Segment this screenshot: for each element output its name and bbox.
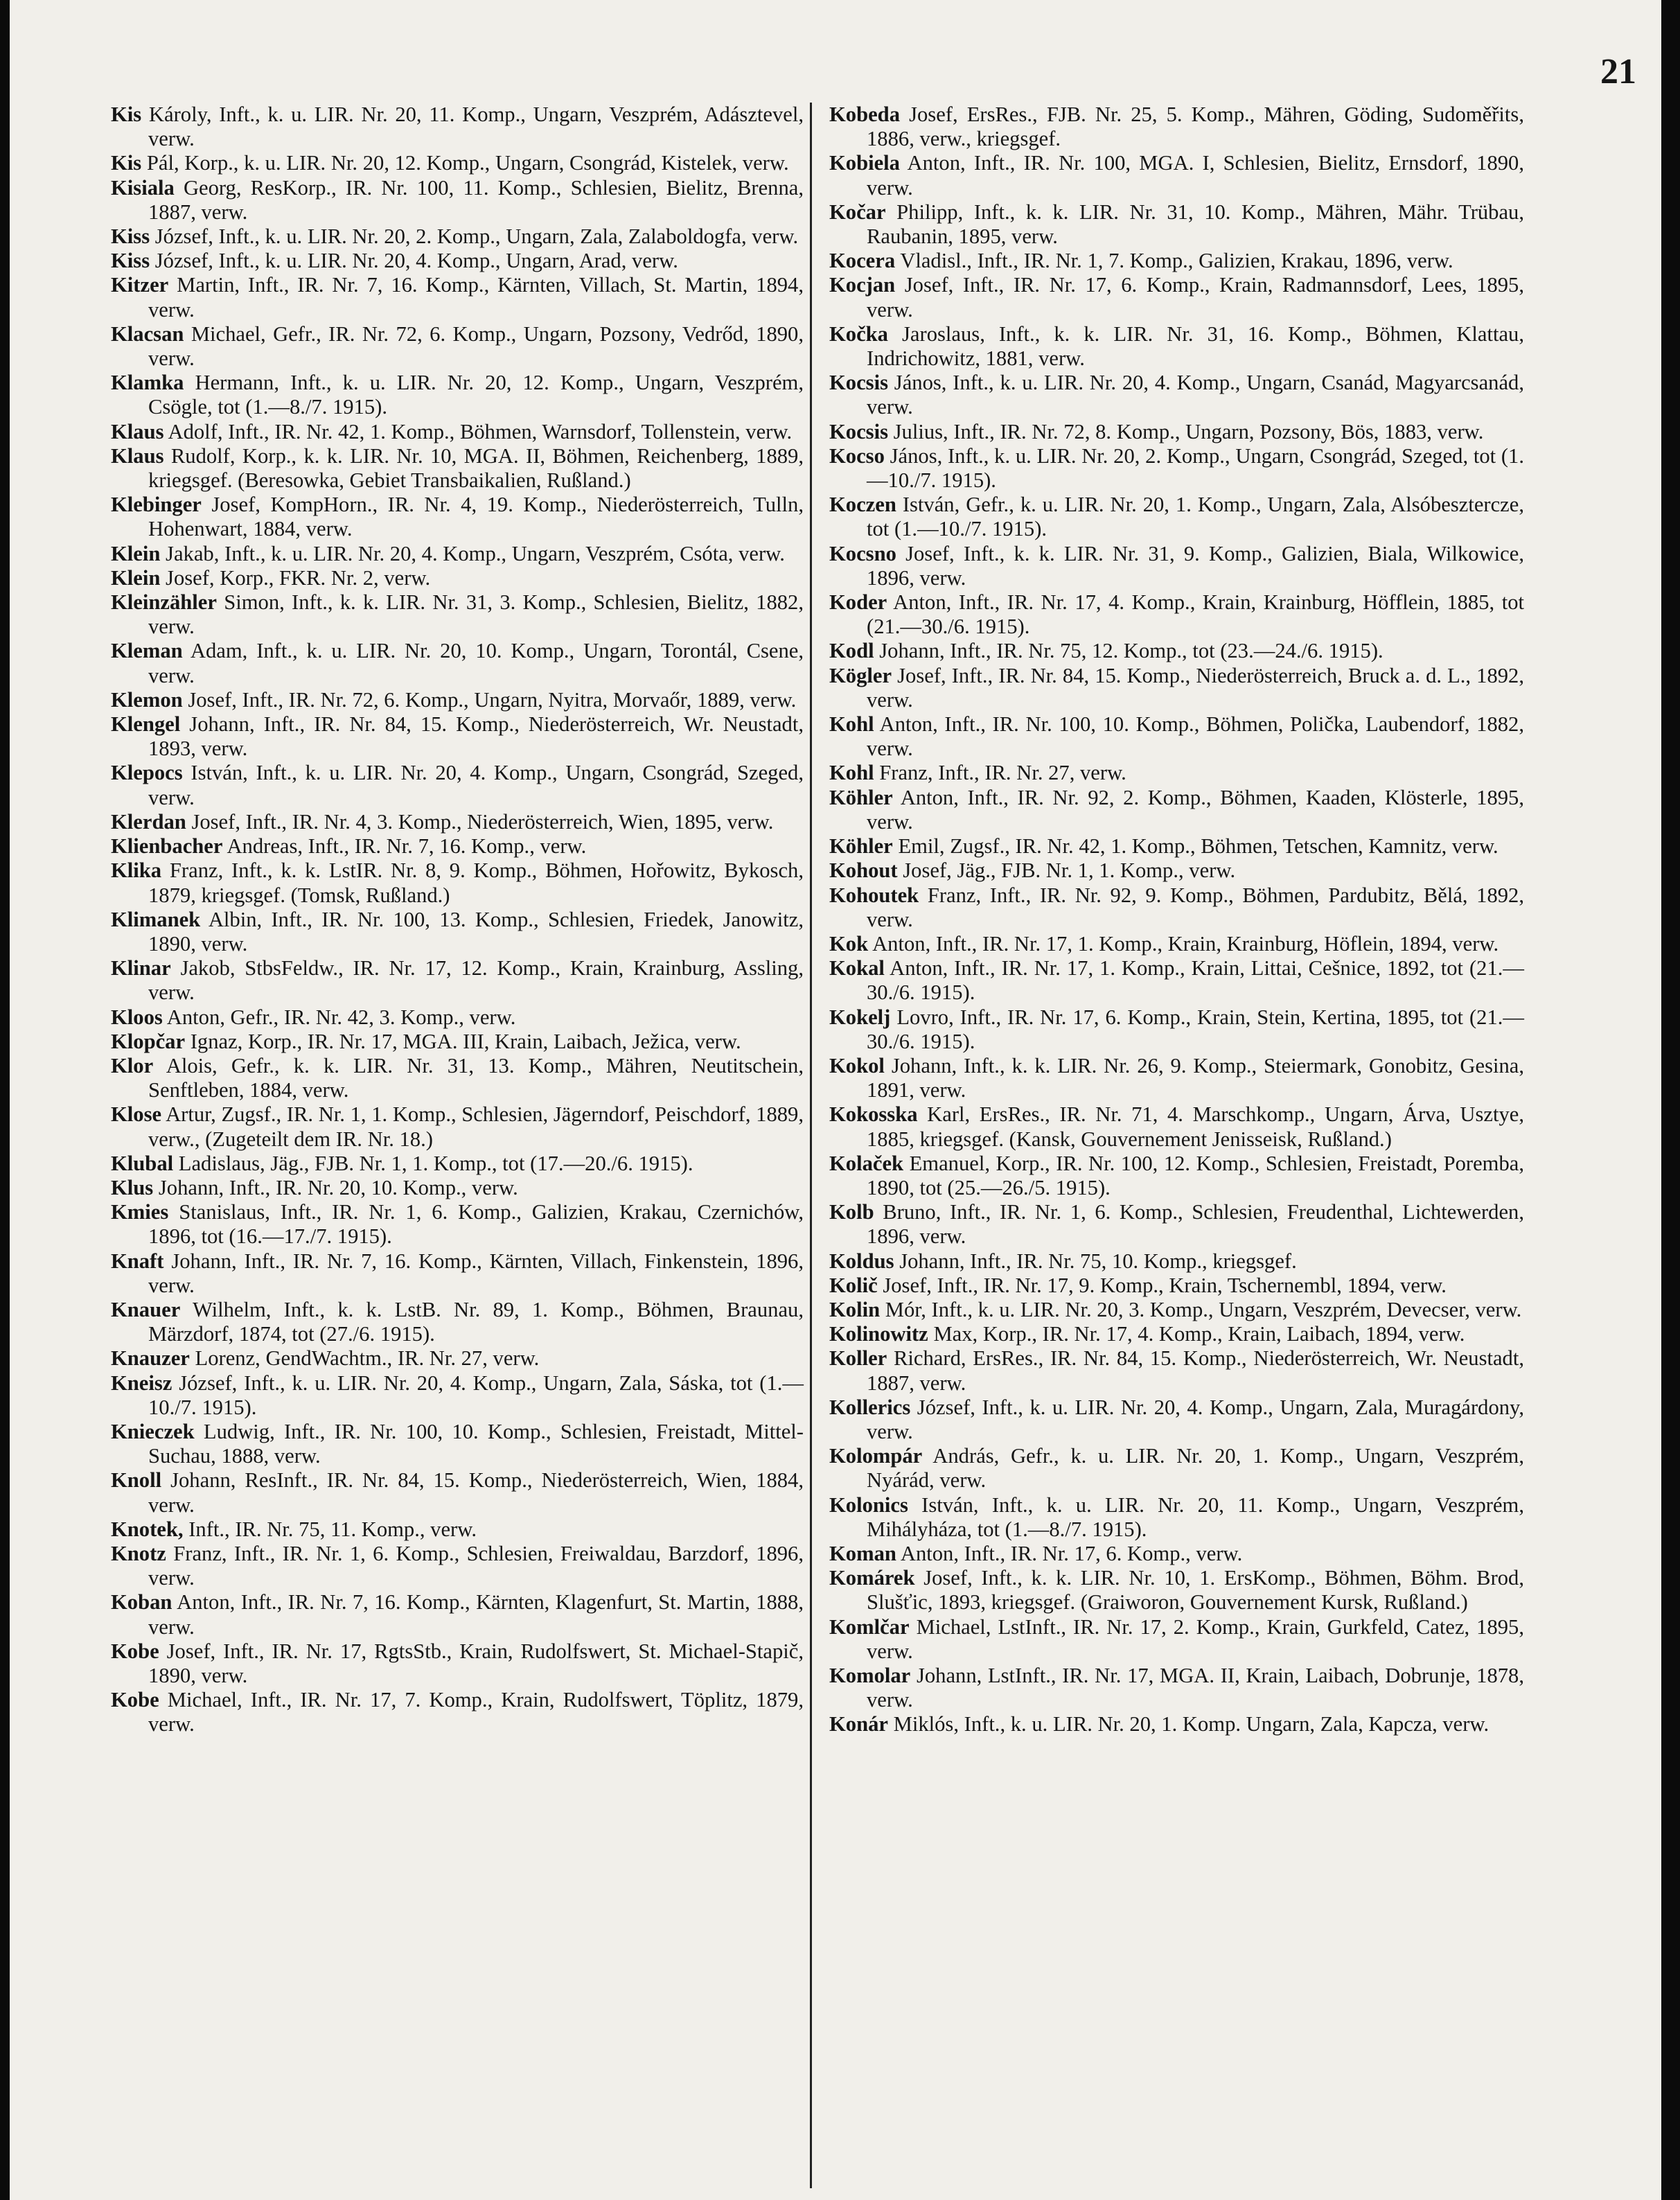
entry-surname: Klienbacher — [111, 834, 223, 859]
entry-surname: Klaus — [111, 443, 164, 468]
entry-surname: Kmies — [111, 1200, 169, 1224]
register-entry — [111, 1030, 804, 1054]
entry-details: József, Inft., k. u. LIR. Nr. 20, 2. Komp., Ungarn, Zala, Zalaboldogfa, verw. — [154, 225, 799, 249]
register-entry — [111, 1371, 804, 1420]
entry-surname: Klopčar — [111, 1029, 186, 1053]
register-entry — [111, 1468, 804, 1517]
entry-details: Ignaz, Korp., IR. Nr. 17, MGA. III, Krain, Laibach, Ježica, verw. — [190, 1029, 741, 1053]
entry-surname: Kitzer — [111, 273, 169, 297]
register-entry — [829, 371, 1524, 419]
register-entry — [829, 1444, 1524, 1493]
entry-surname: Kodl — [829, 639, 874, 663]
entry-surname: Koder — [829, 590, 887, 615]
entry-details: Johann, Inft., IR. Nr. 7, 16. Komp., Kärnten, Villach, Finkenstein, 1896, verw. — [148, 1249, 804, 1297]
register-entry — [829, 883, 1524, 932]
entry-surname: Kocso — [829, 443, 885, 468]
register-entry — [111, 273, 804, 322]
register-entry — [111, 225, 804, 249]
entry-details: József, Inft., k. u. LIR. Nr. 20, 4. Komp., Ungarn, Zala, Sáska, tot (1.—10./7. 1915). — [148, 1371, 804, 1419]
register-entry — [111, 1639, 804, 1688]
entry-details: Ludwig, Inft., IR. Nr. 100, 10. Komp., Schlesien, Freistadt, Mittel-Suchau, 1888, verw. — [148, 1419, 804, 1468]
register-entry — [111, 834, 804, 859]
register-entry — [829, 1054, 1524, 1102]
register-entry — [829, 322, 1524, 371]
entry-surname: Kis — [111, 103, 142, 126]
register-entry — [111, 1152, 804, 1176]
entry-surname: Kolin — [829, 1297, 881, 1321]
entry-details: Lovro, Inft., IR. Nr. 17, 6. Komp., Krain, Stein, Kertina, 1895, tot (21.—30./6. 1915). — [867, 1005, 1524, 1053]
entry-surname: Kloos — [111, 1005, 163, 1029]
entry-details: Anton, Inft., IR. Nr. 17, 1. Komp., Krain, Littai, Cešnice, 1892, tot (21.—30./6. 1915). — [867, 956, 1524, 1005]
register-entry — [829, 420, 1524, 444]
entry-surname: Knauer — [111, 1297, 181, 1321]
entry-details: Rudolf, Korp., k. k. LIR. Nr. 10, MGA. II, Böhmen, Reichenberg, 1889, kriegsgef. (Beresowka, Gebiet Transbaikalien, Rußland.) — [148, 443, 804, 493]
entry-surname: Klaus — [111, 419, 164, 443]
register-entry — [111, 176, 804, 225]
entry-details: János, Inft., k. u. LIR. Nr. 20, 4. Komp., Ungarn, Csanád, Magyarcsanád, verw. — [867, 371, 1524, 419]
entry-surname: Kollerics — [829, 1395, 911, 1419]
entry-details: Johann, Inft., k. k. LIR. Nr. 26, 9. Komp., Steiermark, Gonobitz, Gesina, 1891, verw. — [867, 1053, 1525, 1102]
register-entry — [111, 103, 804, 151]
entry-details: Georg, ResKorp., IR. Nr. 100, 11. Komp., Schlesien, Bielitz, Brenna, 1887, verw. — [148, 175, 804, 224]
entry-surname: Kneisz — [111, 1371, 173, 1395]
register-entry — [829, 956, 1524, 1005]
entry-details: Franz, Inft., k. k. LstIR. Nr. 8, 9. Komp., Böhmen, Hořowitz, Bykosch, 1879, kriegsgef. (Tomsk, Rußland.) — [148, 859, 804, 907]
right-column — [829, 103, 1524, 1737]
register-entry — [829, 249, 1524, 273]
register-entry — [829, 273, 1524, 322]
entry-details: Michael, Inft., IR. Nr. 17, 7. Komp., Krain, Rudolfswert, Töplitz, 1879, verw. — [148, 1688, 804, 1736]
entry-surname: Klacsan — [111, 322, 184, 346]
entry-details: Anton, Inft., IR. Nr. 17, 1. Komp., Krain, Krainburg, Höflein, 1894, verw. — [872, 931, 1499, 956]
entry-details: Ladislaus, Jäg., FJB. Nr. 1, 1. Komp., tot (17.—20./6. 1915). — [178, 1151, 693, 1175]
entry-surname: Kocjan — [829, 273, 896, 297]
entry-surname: Kocera — [829, 249, 896, 273]
entry-surname: Klose — [111, 1102, 162, 1127]
entry-surname: Klemon — [111, 687, 183, 712]
register-entry — [829, 590, 1524, 639]
entry-details: Johann, LstInft., IR. Nr. 17, MGA. II, Krain, Laibach, Dobrunje, 1878, verw. — [867, 1664, 1524, 1712]
register-entry — [829, 1396, 1524, 1444]
entry-details: Hermann, Inft., k. u. LIR. Nr. 20, 12. Komp., Ungarn, Veszprém, Csögle, tot (1.—8./7. 1915). — [148, 371, 804, 419]
entry-surname: Knotz — [111, 1541, 166, 1565]
register-entry — [829, 932, 1524, 956]
entry-surname: Knotek, — [111, 1517, 184, 1541]
entry-details: Károly, Inft., k. u. LIR. Nr. 20, 11. Komp., Ungarn, Veszprém, Adásztevel, verw. — [148, 103, 804, 151]
register-entry — [111, 1590, 804, 1639]
register-entry — [111, 542, 804, 566]
entry-surname: Kolb — [829, 1200, 874, 1224]
register-entry — [111, 1688, 804, 1736]
entry-details: Josef, ErsRes., FJB. Nr. 25, 5. Komp., Mähren, Göding, Sudoměřits, 1886, verw., kriegsgef. — [867, 103, 1524, 151]
register-entry — [111, 908, 804, 956]
register-entry — [829, 493, 1524, 541]
entry-surname: Klein — [111, 565, 161, 590]
register-entry — [111, 1200, 804, 1249]
register-entry — [111, 1298, 804, 1346]
entry-surname: Komlčar — [829, 1614, 910, 1639]
entry-surname: Kohout — [829, 859, 898, 883]
register-entry — [111, 810, 804, 834]
register-entry — [829, 712, 1524, 761]
register-entry — [829, 1200, 1524, 1249]
entry-details: Lorenz, GendWachtm., IR. Nr. 27, verw. — [195, 1346, 540, 1371]
entry-details: Franz, Inft., IR. Nr. 27, verw. — [879, 761, 1126, 785]
entry-details: Emil, Zugsf., IR. Nr. 42, 1. Komp., Böhmen, Tetschen, Kamnitz, verw. — [898, 834, 1498, 859]
register-entry — [111, 1542, 804, 1590]
register-entry — [829, 1322, 1524, 1346]
entry-details: Julius, Inft., IR. Nr. 72, 8. Komp., Ungarn, Pozsony, Bös, 1883, verw. — [893, 419, 1484, 443]
register-entry — [111, 566, 804, 590]
register-entry — [829, 786, 1524, 834]
register-entry — [829, 1152, 1524, 1200]
register-entry — [111, 1005, 804, 1030]
entry-surname: Kobeda — [829, 103, 900, 126]
entry-details: Anton, Inft., IR. Nr. 92, 2. Komp., Böhmen, Kaaden, Klösterle, 1895, verw. — [867, 785, 1524, 834]
entry-details: István, Gefr., k. u. LIR. Nr. 20, 1. Komp., Ungarn, Zala, Alsóbesztercze, tot (1.—10./7. 1915). — [867, 493, 1524, 541]
entry-surname: Kocsno — [829, 541, 896, 565]
entry-surname: Knoll — [111, 1468, 162, 1493]
entry-surname: Kok — [829, 931, 869, 956]
entry-details: Martin, Inft., IR. Nr. 7, 16. Komp., Kärnten, Villach, St. Martin, 1894, verw. — [148, 273, 804, 322]
entry-details: András, Gefr., k. u. LIR. Nr. 20, 1. Komp., Ungarn, Veszprém, Nyárád, verw. — [867, 1444, 1524, 1493]
entry-details: Alois, Gefr., k. k. LIR. Nr. 31, 13. Komp., Mähren, Neutitschein, Senftleben, 1884, verw. — [148, 1053, 804, 1102]
entry-details: Anton, Inft., IR. Nr. 17, 4. Komp., Krain, Krainburg, Höfflein, 1885, tot (21.—30./6. 1915). — [867, 590, 1524, 639]
entry-surname: Klepocs — [111, 761, 183, 785]
register-entry — [111, 761, 804, 809]
entry-surname: Kočka — [829, 322, 888, 346]
entry-details: Vladisl., Inft., IR. Nr. 1, 7. Komp., Galizien, Krakau, 1896, verw. — [900, 249, 1453, 273]
entry-details: Mór, Inft., k. u. LIR. Nr. 20, 3. Komp., Ungarn, Veszprém, Devecser, verw. — [885, 1297, 1522, 1321]
entry-surname: Količ — [829, 1273, 878, 1297]
register-entry — [829, 1298, 1524, 1322]
entry-surname: Kokol — [829, 1053, 885, 1077]
entry-details: Johann, Inft., IR. Nr. 84, 15. Komp., Niederösterreich, Wr. Neustadt, 1893, verw. — [148, 712, 804, 761]
entry-details: Jaroslaus, Inft., k. k. LIR. Nr. 31, 16. Komp., Böhmen, Klattau, Indrichowitz, 1881, verw. — [867, 322, 1525, 371]
register-entry — [829, 761, 1524, 785]
entry-surname: Kocsis — [829, 371, 888, 395]
entry-surname: Klein — [111, 541, 161, 565]
entry-details: István, Inft., k. u. LIR. Nr. 20, 4. Komp., Ungarn, Csongrád, Szeged, verw. — [148, 761, 804, 809]
entry-details: Anton, Inft., IR. Nr. 100, 10. Komp., Böhmen, Polička, Laubendorf, 1882, verw. — [867, 712, 1524, 761]
entry-details: Michael, LstInft., IR. Nr. 17, 2. Komp., Krain, Gurkfeld, Catez, 1895, verw. — [867, 1614, 1525, 1663]
entry-details: Adam, Inft., k. u. LIR. Nr. 20, 10. Komp., Ungarn, Torontál, Csene, verw. — [148, 639, 804, 687]
entry-details: Andreas, Inft., IR. Nr. 7, 16. Komp., verw. — [227, 834, 587, 859]
entry-details: Pál, Korp., k. u. LIR. Nr. 20, 12. Komp., Ungarn, Csongrád, Kistelek, verw. — [146, 151, 789, 175]
register-entry — [111, 1346, 804, 1371]
entry-surname: Kokal — [829, 956, 885, 980]
entry-surname: Kobe — [111, 1688, 159, 1712]
entry-details: Josef, Inft., IR. Nr. 17, 9. Komp., Krain, Tschernembl, 1894, verw. — [883, 1273, 1447, 1297]
entry-surname: Kisiala — [111, 175, 175, 200]
entry-details: Franz, Inft., IR. Nr. 1, 6. Komp., Schlesien, Freiwaldau, Barzdorf, 1896, verw. — [148, 1541, 804, 1590]
entry-details: Josef, Inft., IR. Nr. 72, 6. Komp., Ungarn, Nyitra, Morvaőr, 1889, verw. — [188, 687, 797, 712]
register-entry — [111, 420, 804, 444]
register-page — [10, 0, 1661, 2200]
entry-surname: Klor — [111, 1053, 154, 1077]
entry-surname: Knieczek — [111, 1419, 195, 1443]
entry-surname: Kolaček — [829, 1151, 904, 1175]
register-entry — [111, 956, 804, 1005]
entry-surname: Klus — [111, 1175, 154, 1199]
page-number: 21 — [1600, 52, 1636, 91]
entry-surname: Klengel — [111, 712, 181, 737]
entry-details: Anton, Gefr., IR. Nr. 42, 3. Komp., verw. — [166, 1005, 516, 1029]
entry-details: József, Inft., k. u. LIR. Nr. 20, 4. Komp., Ungarn, Arad, verw. — [154, 249, 678, 273]
entry-surname: Koczen — [829, 493, 896, 517]
column-divider — [810, 103, 812, 2188]
entry-surname: Köhler — [829, 785, 893, 809]
entry-surname: Koman — [829, 1541, 896, 1565]
entry-surname: Kolonics — [829, 1493, 908, 1517]
entry-surname: Kocsis — [829, 419, 888, 443]
entry-surname: Kobe — [111, 1639, 159, 1663]
entry-surname: Kohl — [829, 761, 874, 785]
entry-surname: Kokelj — [829, 1005, 891, 1029]
register-entry — [111, 249, 804, 273]
entry-details: Josef, Inft., k. k. LIR. Nr. 31, 9. Komp., Galizien, Biala, Wilkowice, 1896, verw. — [867, 541, 1524, 590]
entry-details: Johann, Inft., IR. Nr. 75, 10. Komp., kriegsgef. — [899, 1249, 1297, 1273]
entry-details: Anton, Inft., IR. Nr. 17, 6. Komp., verw. — [900, 1541, 1243, 1565]
entry-details: Michael, Gefr., IR. Nr. 72, 6. Komp., Ungarn, Pozsony, Vedrőd, 1890, verw. — [148, 322, 804, 371]
entry-details: Albin, Inft., IR. Nr. 100, 13. Komp., Schlesien, Friedek, Janowitz, 1890, verw. — [148, 907, 804, 956]
register-entry — [829, 1712, 1524, 1736]
entry-details: Johann, ResInft., IR. Nr. 84, 15. Komp., Niederösterreich, Wien, 1884, verw. — [148, 1468, 804, 1517]
entry-surname: Komárek — [829, 1566, 915, 1590]
register-entry — [829, 1664, 1524, 1712]
entry-surname: Knaft — [111, 1249, 164, 1273]
entry-details: Johann, Inft., IR. Nr. 75, 12. Komp., tot (23.—24./6. 1915). — [879, 639, 1383, 663]
entry-details: Emanuel, Korp., IR. Nr. 100, 12. Komp., Schlesien, Freistadt, Poremba, 1890, tot (25.—26./5. 1915). — [867, 1151, 1524, 1199]
entry-surname: Kiss — [111, 249, 150, 273]
register-entry — [829, 542, 1524, 590]
entry-surname: Kohl — [829, 712, 874, 737]
entry-details: Inft., IR. Nr. 75, 11. Komp., verw. — [188, 1517, 477, 1541]
entry-details: József, Inft., k. u. LIR. Nr. 20, 4. Komp., Ungarn, Zala, Muragárdony, verw. — [867, 1395, 1524, 1443]
register-entry — [111, 639, 804, 687]
register-entry — [111, 1054, 804, 1102]
entry-details: Johann, Inft., IR. Nr. 20, 10. Komp., verw. — [158, 1175, 518, 1199]
entry-details: Miklós, Inft., k. u. LIR. Nr. 20, 1. Komp. Ungarn, Zala, Kapcza, verw. — [893, 1712, 1489, 1736]
register-entry — [829, 444, 1524, 493]
entry-details: Anton, Inft., IR. Nr. 7, 16. Komp., Kärnten, Klagenfurt, St. Martin, 1888, verw. — [148, 1590, 804, 1639]
register-entry — [111, 590, 804, 639]
register-entry — [111, 688, 804, 712]
register-entry — [829, 103, 1524, 151]
entry-details: Josef, Inft., IR. Nr. 17, 6. Komp., Krain, Radmannsdorf, Lees, 1895, verw. — [867, 273, 1525, 322]
register-entry — [111, 371, 804, 419]
entry-surname: Kobiela — [829, 151, 900, 175]
entry-surname: Knauzer — [111, 1346, 190, 1371]
register-entry — [829, 1274, 1524, 1298]
entry-details: Simon, Inft., k. k. LIR. Nr. 31, 3. Komp., Schlesien, Bielitz, 1882, verw. — [148, 590, 804, 639]
entry-surname: Kočar — [829, 200, 886, 224]
register-entry — [111, 1176, 804, 1200]
entry-details: Stanislaus, Inft., IR. Nr. 1, 6. Komp., Galizien, Krakau, Czernichów, 1896, tot (16.—17./7. 1915). — [148, 1200, 804, 1249]
entry-surname: Kis — [111, 151, 142, 175]
entry-details: Philipp, Inft., k. k. LIR. Nr. 31, 10. Komp., Mähren, Mähr. Trübau, Raubanin, 1895, verw. — [867, 200, 1524, 249]
entry-surname: Koban — [111, 1590, 173, 1614]
entry-surname: Klika — [111, 859, 162, 883]
register-entry — [111, 444, 804, 493]
register-entry — [111, 712, 804, 761]
entry-details: Max, Korp., IR. Nr. 17, 4. Komp., Krain, Laibach, 1894, verw. — [933, 1322, 1465, 1346]
entry-surname: Kolompár — [829, 1444, 923, 1468]
entry-surname: Kiss — [111, 225, 150, 249]
register-entry — [829, 1249, 1524, 1274]
entry-surname: Koldus — [829, 1249, 894, 1273]
entry-surname: Klebinger — [111, 493, 202, 517]
entry-details: Josef, Inft., IR. Nr. 84, 15. Komp., Niederösterreich, Bruck a. d. L., 1892, verw. — [867, 663, 1524, 712]
register-entry — [111, 859, 804, 907]
entry-details: Josef, Inft., k. k. LIR. Nr. 10, 1. ErsKomp., Böhmen, Böhm. Brod, Slušťic, 1893, kriegsgef. (Graiworon, Gouvernement Kursk, Rußland.) — [867, 1566, 1525, 1614]
entry-details: Franz, Inft., IR. Nr. 92, 9. Komp., Böhmen, Pardubitz, Bělá, 1892, verw. — [867, 883, 1524, 931]
entry-surname: Klamka — [111, 371, 184, 395]
entry-details: Adolf, Inft., IR. Nr. 42, 1. Komp., Böhmen, Warnsdorf, Tollenstein, verw. — [168, 419, 793, 443]
entry-surname: Klimanek — [111, 907, 201, 931]
entry-surname: Kögler — [829, 663, 892, 687]
register-entry — [829, 1615, 1524, 1664]
entry-details: Anton, Inft., IR. Nr. 100, MGA. I, Schlesien, Bielitz, Ernsdorf, 1890, verw. — [867, 151, 1524, 200]
register-entry — [111, 493, 804, 541]
register-entry — [829, 151, 1524, 200]
register-entry — [111, 1102, 804, 1151]
register-entry — [829, 200, 1524, 249]
register-entry — [829, 639, 1524, 663]
entry-surname: Kleman — [111, 639, 183, 663]
entry-details: Josef, Jäg., FJB. Nr. 1, 1. Komp., verw. — [903, 859, 1236, 883]
entry-details: Josef, Inft., IR. Nr. 17, RgtsStb., Krain, Rudolfswert, St. Michael-Stapič, 1890, verw. — [148, 1639, 804, 1687]
entry-details: Karl, ErsRes., IR. Nr. 71, 4. Marschkomp., Ungarn, Árva, Usztye, 1885, kriegsgef. (Kansk, Gouvernement Jenisseisk, Rußland.) — [867, 1102, 1525, 1151]
entry-details: Josef, Korp., FKR. Nr. 2, verw. — [166, 565, 431, 590]
entry-details: Bruno, Inft., IR. Nr. 1, 6. Komp., Schlesien, Freudenthal, Lichtewerden, 1896, verw. — [867, 1200, 1525, 1249]
register-entry — [829, 1102, 1524, 1151]
entry-surname: Konár — [829, 1712, 888, 1736]
entry-surname: Kohoutek — [829, 883, 919, 907]
entry-surname: Köhler — [829, 834, 893, 859]
entry-details: Josef, Inft., IR. Nr. 4, 3. Komp., Niederösterreich, Wien, 1895, verw. — [191, 809, 774, 834]
register-entry — [111, 322, 804, 371]
entry-details: Wilhelm, Inft., k. k. LstB. Nr. 89, 1. Komp., Böhmen, Braunau, Märzdorf, 1874, tot (27./6. 1915). — [148, 1297, 804, 1346]
entry-details: Jakab, Inft., k. u. LIR. Nr. 20, 4. Komp., Ungarn, Veszprém, Csóta, verw. — [166, 541, 785, 565]
register-entry — [111, 1420, 804, 1468]
left-column — [111, 103, 804, 1737]
register-entry — [829, 1493, 1524, 1542]
entry-details: Artur, Zugsf., IR. Nr. 1, 1. Komp., Schlesien, Jägerndorf, Peischdorf, 1889, verw., (Zugeteilt dem IR. Nr. 18.) — [148, 1102, 804, 1151]
register-entry — [111, 1249, 804, 1298]
register-entry — [829, 664, 1524, 712]
entry-details: Richard, ErsRes., IR. Nr. 84, 15. Komp., Niederösterreich, Wr. Neustadt, 1887, verw. — [867, 1346, 1524, 1395]
register-entry — [829, 1542, 1524, 1566]
entry-surname: Koller — [829, 1346, 887, 1371]
entry-details: István, Inft., k. u. LIR. Nr. 20, 11. Komp., Ungarn, Veszprém, Mihályháza, tot (1.—8./7. 1915). — [867, 1493, 1524, 1541]
entry-surname: Klubal — [111, 1151, 174, 1175]
register-entry — [111, 1517, 804, 1542]
entry-surname: Komolar — [829, 1664, 911, 1687]
entry-surname: Kleinzähler — [111, 590, 217, 615]
register-entry — [829, 834, 1524, 859]
entry-surname: Klinar — [111, 956, 171, 980]
entry-surname: Kokosska — [829, 1102, 918, 1127]
entry-details: Jakob, StbsFeldw., IR. Nr. 17, 12. Komp., Krain, Krainburg, Assling, verw. — [148, 956, 804, 1005]
register-entry — [111, 151, 804, 175]
register-entry — [829, 1566, 1524, 1614]
entry-surname: Kolinowitz — [829, 1322, 928, 1346]
entry-details: Josef, KompHorn., IR. Nr. 4, 19. Komp., Niederösterreich, Tulln, Hohenwart, 1884, verw. — [148, 493, 804, 541]
entry-surname: Klerdan — [111, 809, 186, 834]
register-entry — [829, 859, 1524, 883]
entry-details: János, Inft., k. u. LIR. Nr. 20, 2. Komp., Ungarn, Csongrád, Szeged, tot (1.—10./7. 1915). — [867, 443, 1524, 493]
register-entry — [829, 1005, 1524, 1054]
register-entry — [829, 1346, 1524, 1395]
